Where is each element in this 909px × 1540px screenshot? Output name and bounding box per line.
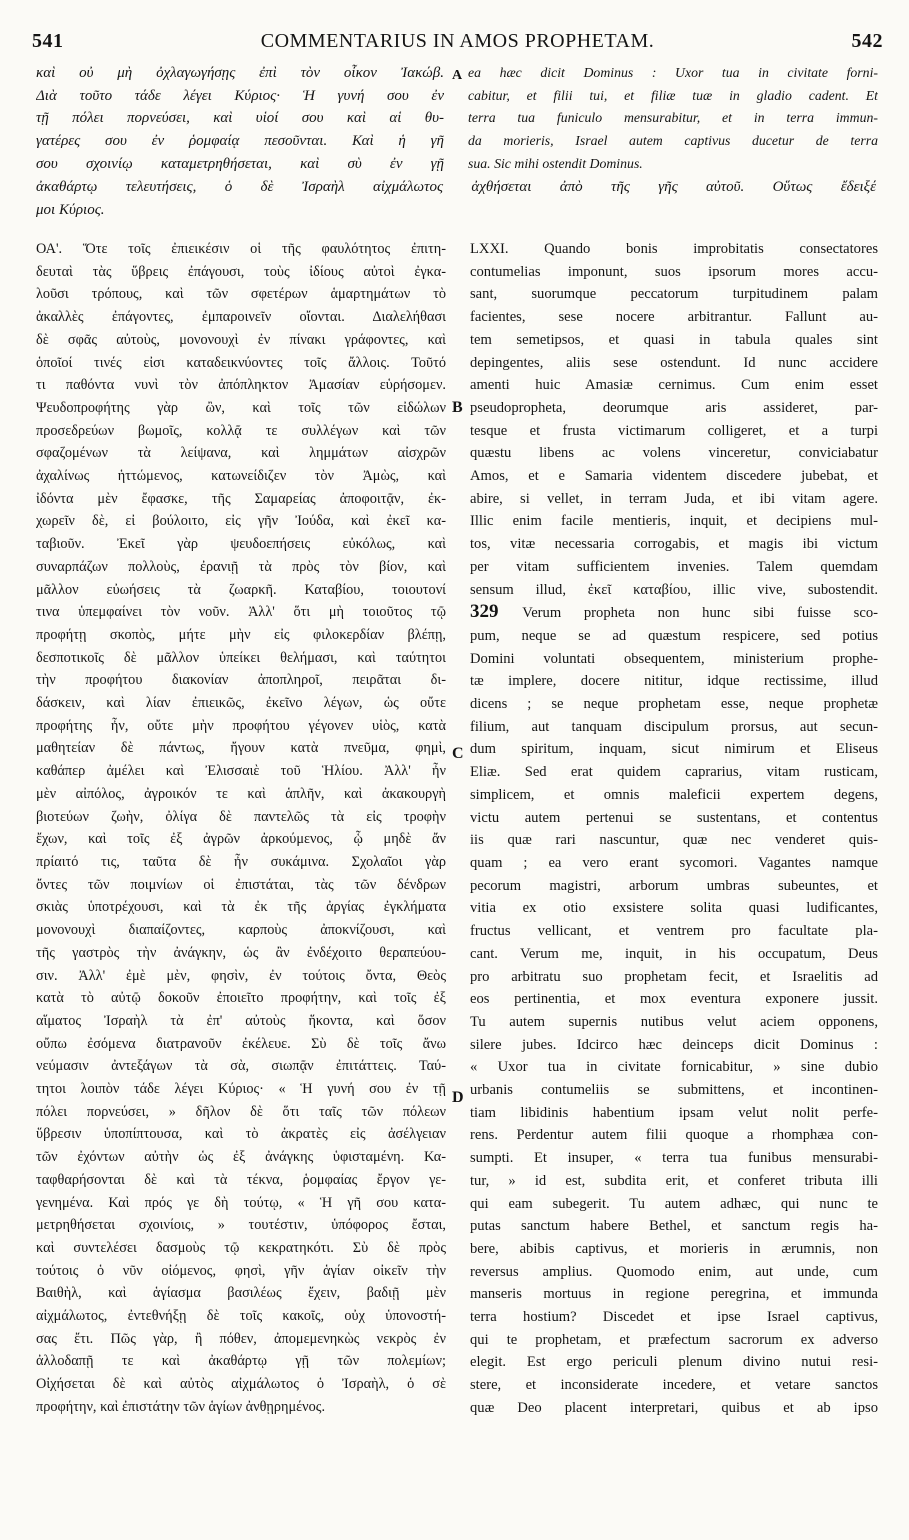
text-line: νεύμασιν ἀντεξάγων τὰ σὰ, σιωπᾷν ἐπιτάττεις. Ταύ- — [36, 1058, 446, 1075]
text-line: μονονουχὶ διαπαίζοντες, καρποὺς ἀποκνίζουσι, καὶ — [36, 922, 446, 939]
text-line: quæstu libens ac volens vinceretur, conviciabatur — [470, 445, 878, 462]
text-line: elegit. Est ergo periculi plenum divino nutui resi- — [470, 1354, 878, 1371]
text-line: pseudopropheta, deorumque aris assideret, par- — [470, 399, 878, 416]
text-line: quæ Deo placent interpretari, quibus et ab ipso — [470, 1399, 878, 1416]
text-line: Eliæ. Sed erat quidem caprarius, vitam rusticam, — [470, 764, 878, 781]
text-line: Illic enim facile mentieris, inquit, et decipiens mul- — [470, 513, 878, 530]
text-line: LXXI. Quando bonis improbitatis consectatores — [470, 241, 878, 257]
text-line: δεσποτικοῖς δὲ μᾶλλον ὑπείκει θελήμασι, καὶ ταύτητοι — [36, 649, 446, 666]
text-line: πόλει πορνεύσει, » δῆλον δὲ ὅτι ταῖς τῶν πόλεων — [36, 1103, 446, 1120]
text-line: « Uxor tua in civitate fornicabitur, » sine dubio — [470, 1059, 878, 1076]
text-line: ταφθαρήσονται δὲ καὶ τὰ τέκνα, ῥομφαίας ἔργον γε- — [36, 1171, 446, 1188]
text-line: ὕβρεσιν ὑποπίπτουσα, καὶ τὸ ἀκρατὲς εἰς ἀσέλγειαν — [36, 1126, 446, 1143]
text-line: amenti huic Amasiæ cernimus. Cum enim esset — [470, 377, 878, 394]
text-line: 329 Verum propheta non hunc sibi fuisse sco- — [470, 601, 878, 623]
text-line: tos, vitæ necessaria corrogabis, et magis ibi victum — [470, 536, 878, 553]
text-line: simplicem, et omnis maleficii expertem degens, — [470, 786, 878, 803]
text-line: βιοτεύων ζωὴν, ὀλίγα δὲ παντελῶς τὰ εἰς τροφὴν — [36, 808, 446, 825]
text-line: σφαζομένων τὰ λείψανα, καὶ λημμάτων αἰσχρῶν — [36, 445, 446, 462]
margin-marker-a: A — [452, 68, 463, 83]
text-line: χωρεῖν δὲ, εἰ βούλοιτο, εἰς γῆν Ἰούδα, καὶ ἐκεῖ κα- — [36, 513, 446, 530]
text-line: καὶ συντελέσει δασμοὺς τῷ κεκρατηκότι. Σὺ δὲ πρὸς — [36, 1239, 446, 1256]
text-line: πρίαιτό τις, ταῦτα δὲ ἦν συκάμινα. Σχολαῖοι γὰρ — [36, 853, 446, 870]
text-line: τῆς γαστρὸς τὴν ἀνάγκην, ὡς ἂν ἐνδέχοιτο θεραπεύου- — [36, 944, 446, 961]
text-line: σιν. Ἀλλ' ἐμὲ μὲν, φησὶν, ἐν τούτοις ὄντα, Θεὸς — [36, 967, 446, 984]
text-line: προσεδρεύων βωμοῖς, κολλᾷ τε συλλέγων καὶ τῶν — [36, 422, 446, 439]
text-line: Domini voluntati obsequentem, ministerium prophe- — [470, 650, 878, 667]
text-line: ὁποῖοί τινές εἰσι καταδεικνύοντες τοῖς ἄλλοις. Τοῦτό — [36, 354, 446, 371]
text-line: urbanis contumeliis se submittens, et incontinen- — [470, 1082, 878, 1099]
text-line: tesque et frusta victimarum colligeret, et a turpi — [470, 422, 878, 439]
text-line: σου σχοινίῳ καταμετρηθήσεται, καὶ σὺ ἐν γῇ — [36, 155, 444, 172]
margin-marker-c: C — [452, 745, 464, 762]
text-line: abire, si vellet, in terram Juda, et ibi vitam agere. — [470, 490, 878, 507]
text-line: Tu autem supernis nutibus velut aciem opponens, — [470, 1013, 878, 1030]
text-line: ἀλλοδαπῇ τε καὶ ἀκαθάρτῳ γῇ τῶν πολεμίων; — [36, 1353, 446, 1370]
text-line: Οἰχήσεται δὲ καὶ αὐτὸς αἰχμάλωτος ὁ Ἰσραὴλ, ὁ σὲ — [36, 1376, 446, 1393]
text-line: pro arbitratu suo prophetam fecit, et Israelitis ad — [470, 968, 878, 985]
text-line: reversus amplius. Quomodo enim, aut unde, cum — [470, 1263, 878, 1280]
text-line: bere, abibis captivus, et morieris in ærumnis, non — [470, 1240, 878, 1257]
text-line: da morieris, Israel autem captivus ducetur de terra — [468, 133, 878, 149]
text-line: rens. Perdentur autem filii quoque a rhomphæa con- — [470, 1127, 878, 1144]
text-line: victu autem pertenui se sustentans, et contentus — [470, 809, 878, 826]
text-line: ταβιοῦν. Ἐκεῖ γὰρ ψευδοεπήσεις εὐκόλως, καὶ — [36, 536, 446, 553]
text-line: sant, suorumque peccatorum turpitudinem palam — [470, 286, 878, 303]
text-line: μὲν αἰπόλος, ἀγροικόν τε καὶ ἁπλῆν, καὶ ἀκακουργὴ — [36, 785, 446, 802]
text-line: γενημένα. Καὶ πρός γε δὴ τούτῳ, « Ἡ γῆ σου κατα- — [36, 1194, 446, 1211]
text-line: Amos, et e Samaria videntem discedere jubebat, et — [470, 468, 878, 485]
page-number-left: 541 — [32, 30, 64, 52]
text-line: δὲ σφᾶς αὐτοὺς, μονονουχὶ ἐν πίνακι γράφοντες, καὶ — [36, 331, 446, 348]
text-line: καθάπερ ἀμέλει καὶ Ἐλισσαιὲ τοῦ Ἡλίου. Ἀλλ' ἦν — [36, 763, 446, 780]
text-line: σκιὰς ὑποτρέχουσι, καὶ τὰ ἐκ τῆς ἀργίας ἐγκλήματα — [36, 899, 446, 916]
scripture-greek — [36, 62, 444, 176]
text-line: συναρπάζων πολλοὺς, ἐρανιῇ τὰ πρὸς τὸν βίον, καὶ — [36, 558, 446, 575]
text-line: quam ; ea vero erant sycomori. Vagantes namque — [470, 854, 878, 871]
text-line: δάσκειν, καὶ λίαν ἐπιεικῶς, ἐκεῖνο λέγων, ὡς οὔτε — [36, 695, 446, 712]
text-line: ea hæc dicit Dominus : Uxor tua in civitate forni- — [468, 65, 878, 80]
text-line: προφήτην, καὶ ἐπιστάτην τῶν ἁγίων ἀνθῃρημένος. — [36, 1398, 326, 1415]
text-line: ἰδόντα μὲν ἔφασκε, τῆς Σαμαρείας ἀποφοιτᾷν, ἐκ- — [36, 490, 446, 507]
page-number-right: 542 — [851, 30, 883, 52]
text-line: Διὰ τοῦτο τάδε λέγει Κύριος· Ἡ γυνή σου ἐν — [36, 87, 444, 104]
text-line: filium, aut tanquam discipulum prorsus, aut secun- — [470, 718, 878, 735]
text-line: silere jubes. Idcirco hæc deinceps dicit Dominus : — [470, 1036, 878, 1053]
text-line: αἵματος Ἰσραὴλ τὰ ἐπ' αὐτοὺς ἥκοντα, καὶ ὅσον — [36, 1012, 446, 1029]
text-line: contumelias imponunt, suos ipsorum mores accu- — [470, 263, 878, 280]
text-line: αἰχμάλωτος, ἐντεθνήξῃ δὲ τοῖς κακοῖς, οὐχ ὑπονοστή- — [36, 1308, 446, 1325]
text-line: ἔχων, καὶ τοῖς ἐξ ἀγρῶν ἀρκούμενος, ᾧ μηδὲ ἄν — [36, 831, 446, 848]
scripture-latin — [468, 62, 878, 176]
text-line: τούτοις ὁ νῦν οἰόμενος, φησὶ, γῆν ἁγίαν οἰκεῖν τὴν — [36, 1262, 446, 1279]
text-line: μᾶλλον εὐωήσεις τὰ ζωαρκῆ. Καταβίου, τοιουτονί — [36, 581, 446, 598]
margin-marker-d: D — [452, 1089, 464, 1106]
text-line: fructus vellicant, et ventrem pro facultate pla- — [470, 923, 878, 940]
text-line: ὄντες τῶν ποιμνίων οἱ ἐπιστάται, τὰς τῶν δένδρων — [36, 876, 446, 893]
text-line: sumpti. Et insuper, « terra tua funibus mensurabi- — [470, 1150, 878, 1167]
text-line: stere, et inconsiderate incedere, et vetare sanctos — [470, 1377, 878, 1394]
column-number: 329 — [470, 601, 523, 623]
text-line: μετρηθήσεται σχοινίοις, » τουτέστιν, ὑπόφορος ἔσται, — [36, 1217, 446, 1234]
text-line: tiam libidinis habentium ipsam velut nolit perfe- — [470, 1104, 878, 1121]
text-line: λοῦσι τρόπους, καὶ τῶν σφετέρων ἁμαρτημάτων τὸ — [36, 286, 446, 303]
text-line: μοι Κύριος. — [36, 201, 105, 218]
text-line: Ψευδοπροφήτης γὰρ ὢν, καὶ τοῖς τῶν εἰδώλων — [36, 399, 446, 416]
text-line: depingentes, aliis sese ostendunt. Id nunc accidere — [470, 354, 878, 371]
text-line: σας ἔτι. Πῶς γὰρ, ἢ πόθεν, ἀπομεμενηκὼς νεκρὸς ἐν — [36, 1330, 446, 1347]
text-line: putas sanctum habere Bethel, et sanctum regis ha- — [470, 1218, 878, 1235]
text-line: tur, » id est, subdita erit, et conferet tributa illi — [470, 1172, 878, 1189]
text-line: qui te prophetam, et præfectum sacrorum ex adverso — [470, 1331, 878, 1348]
greek-commentary-column — [36, 238, 446, 1419]
text-line: τῶν ἐχόντων αὐτὴν ὡς ἐξ ἀνάγκης ὑφισταμένη. Κα- — [36, 1149, 446, 1166]
text-line: ἀχαλίνως ἡττώμενος, κατωνείδιζεν τὸν Ἀμὼς, καὶ — [36, 468, 446, 485]
text-line: γατέρες σου ἐν ῥομφαίᾳ πεσοῦνται. Καὶ ἡ γῆ — [36, 133, 444, 150]
text-line: terra tua funiculo mensurabitur, et in terra immun- — [468, 110, 878, 126]
text-line: τινα ὑπεμφαίνει τὸν νοῦν. Ἀλλ' ὅτι μὴ τοιοῦτος τῷ — [36, 604, 446, 621]
text-line: tem semetipsos, et quasi in tabula quales sint — [470, 331, 878, 348]
text-line: τὴν προφήτου διακονίαν ἀποπληροῖ, πειρᾶται δι- — [36, 672, 446, 689]
text-line: προφήτῃ σκοπὸς, μήτε μὴν εἰς φιλοκερδίαν βλέπῃ, — [36, 626, 446, 643]
text-line: κατὰ τὸ αὐτῷ δοκοῦν ἐποιεῖτο προφήτην, καὶ τοῖς ἐξ — [36, 990, 446, 1007]
text-line: eos pertinentia, et mox eventura exponere jussit. — [470, 991, 878, 1008]
text-line: δευταὶ τὰς ὕβρεις ἐπάγουσι, τοὺς ἰδίους αὐτοὶ ἐγκα- — [36, 263, 446, 280]
text-line: tæ implere, docere nititur, idque rectissime, illud — [470, 673, 878, 690]
text-line: οὔπω ἐσόμενα διατρανοῦν ἐκέλευε. Σὺ δὲ τοῖς ἄνω — [36, 1035, 446, 1052]
text-line: τῇ πόλει πορνεύσει, καὶ υἱοί σου καὶ αἱ θυ- — [36, 110, 444, 127]
text-line: τι παθόντα νυνὶ τὸν ἀπόπληκτον Ἀμασίαν εὑρήσομεν. — [36, 377, 446, 394]
text-line: pecorum magistri, arborum umbras subeuntes, et — [470, 877, 878, 894]
text-line: προφήτης ἦν, οὔτε μὴν προφήτου γέγονεν υἱὸς, κατὰ — [36, 717, 446, 734]
text-line: sua. Sic mihi ostendit Dominus. — [468, 155, 643, 171]
text-line: ΟΑ'. Ὅτε τοῖς ἐπιεικέσιν οἱ τῆς φαυλότητος ἐπιτη- — [36, 241, 446, 257]
text-line: iis quæ rari nascuntur, quæ nec venderet quis- — [470, 832, 878, 849]
text-line: terra hostium? Discedet et ipse Israel captivus, — [470, 1309, 878, 1326]
text-line: τητοι λοιπὸν τάδε λέγει Κύριος· « Ἡ γυνή σου ἐν τῇ — [36, 1081, 446, 1098]
margin-marker-b: B — [452, 399, 463, 416]
text-line: vitia ex otio exsistere solita quasi ludificantes, — [470, 900, 878, 917]
scripture-greek-continued — [36, 176, 876, 221]
running-header — [32, 30, 883, 56]
text-line: sensum illud, ἐκεῖ καταβίου, illic vive, subostendit. — [470, 581, 878, 598]
text-line: facientes, sese nocere arbitrantur. Fallunt au- — [470, 309, 878, 326]
text-line: dum spiritum, inquam, sicut nimirum et Eliseus — [470, 741, 878, 758]
latin-commentary-column — [470, 238, 878, 1420]
text-line: μαθητείαν δὲ πάντως, ἤγουν κατὰ πνεῦμα, φημὶ, — [36, 740, 446, 757]
text-line: manseris mortuus in regione peregrina, et immunda — [470, 1286, 878, 1303]
text-line: per vitam sufficientem invenies. Talem quemdam — [470, 558, 878, 575]
text-line: dicens ; se neque prophetam esse, neque prophetæ — [470, 696, 878, 713]
text-line: ἀκαλλὲς ἐπάγοντες, ἐμπαροινεῖν οἴονται. Διαλελήθασι — [36, 309, 446, 326]
text-line: καὶ οὐ μὴ ὀχλαγωγήσῃς ἐπὶ τὸν οἶκον Ἰακώβ. — [36, 65, 444, 81]
text-line: cant. Verum me, inquit, in his occupatum, Deus — [470, 945, 878, 962]
text-line: Βαιθὴλ, καὶ ἁγίασμα βασιλέως ἔχειν, βαδιῇ μὲν — [36, 1285, 446, 1302]
text-line: qui eam subegerit. Tu autem adhæc, qui nunc te — [470, 1195, 878, 1212]
text-line: ἀκαθάρτῳ τελευτήσεις, ὁ δὲ Ἰσραὴλ αἰχμάλωτος ἀχθήσεται ἀπὸ τῆς γῆς αὐτοῦ. Οὕτως ἔδειξέ — [36, 179, 876, 195]
text-line: pum, neque se ad quæstum respicere, sed potius — [470, 627, 878, 644]
running-title: COMMENTARIUS IN AMOS PROPHETAM. — [260, 30, 655, 52]
text-line: cabitur, et filii tui, et filiæ tuæ in gladio cadent. Et — [468, 87, 878, 103]
